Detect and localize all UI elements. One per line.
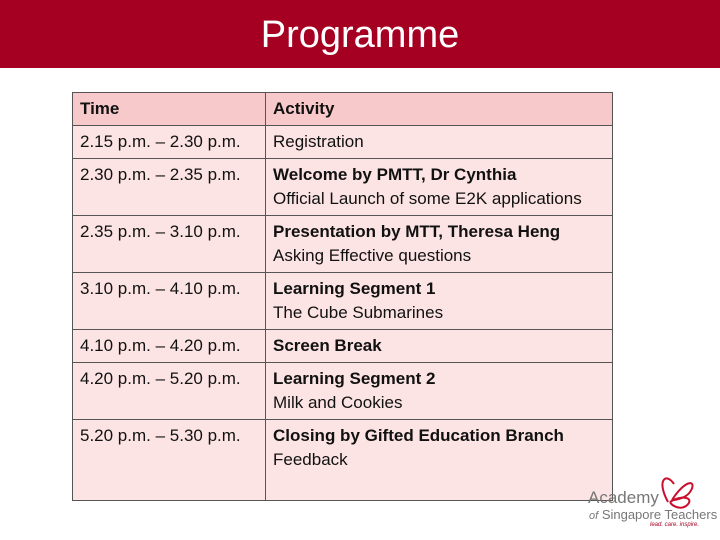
slide-title: Programme [0, 0, 720, 68]
activity-title: Closing by Gifted Education Branch [273, 426, 564, 445]
activity-title: Presentation by MTT, Theresa Heng [273, 222, 561, 241]
time-cell: 4.10 p.m. – 4.20 p.m. [73, 330, 266, 363]
time-cell: 2.35 p.m. – 3.10 p.m. [73, 216, 266, 273]
table-row [73, 159, 613, 216]
table-row [73, 216, 613, 273]
time-cell: 2.15 p.m. – 2.30 p.m. [73, 126, 266, 159]
time-cell: 5.20 p.m. – 5.30 p.m. [73, 420, 266, 501]
programme-table [72, 92, 613, 501]
activity-title: Welcome by PMTT, Dr Cynthia [273, 165, 517, 184]
academy-logo [588, 470, 718, 530]
table-row [73, 420, 613, 501]
table-header-row [73, 93, 613, 126]
activity-cell [266, 126, 613, 159]
activity-cell [266, 330, 613, 363]
activity-cell [266, 273, 613, 330]
header-activity: Activity [266, 93, 613, 126]
logo-singapore-text [589, 507, 717, 522]
activity-detail: Official Launch of some E2K applications [273, 189, 582, 208]
header-time: Time [73, 93, 266, 126]
activity-cell [266, 216, 613, 273]
activity-detail: Milk and Cookies [273, 393, 403, 412]
activity-detail: Asking Effective questions [273, 246, 472, 265]
time-cell: 3.10 p.m. – 4.10 p.m. [73, 273, 266, 330]
logo-of-text: of [589, 510, 599, 522]
table-row [73, 363, 613, 420]
activity-title: Learning Segment 1 [273, 279, 436, 298]
table-row [73, 330, 613, 363]
activity-detail: Registration [273, 132, 364, 151]
activity-cell [266, 363, 613, 420]
time-cell: 2.30 p.m. – 2.35 p.m. [73, 159, 266, 216]
table-row [73, 126, 613, 159]
activity-title: Learning Segment 2 [273, 369, 436, 388]
time-cell: 4.20 p.m. – 5.20 p.m. [73, 363, 266, 420]
table-row [73, 273, 613, 330]
activity-detail: Feedback [273, 450, 348, 469]
activity-cell [266, 159, 613, 216]
activity-title: Screen Break [273, 336, 382, 355]
activity-cell [266, 420, 613, 501]
logo-tagline: lead. care. inspire. [650, 522, 700, 528]
logo-line2: Singapore Teachers [601, 507, 718, 522]
logo-academy-text: Academy [588, 488, 659, 507]
activity-detail: The Cube Submarines [273, 303, 444, 322]
